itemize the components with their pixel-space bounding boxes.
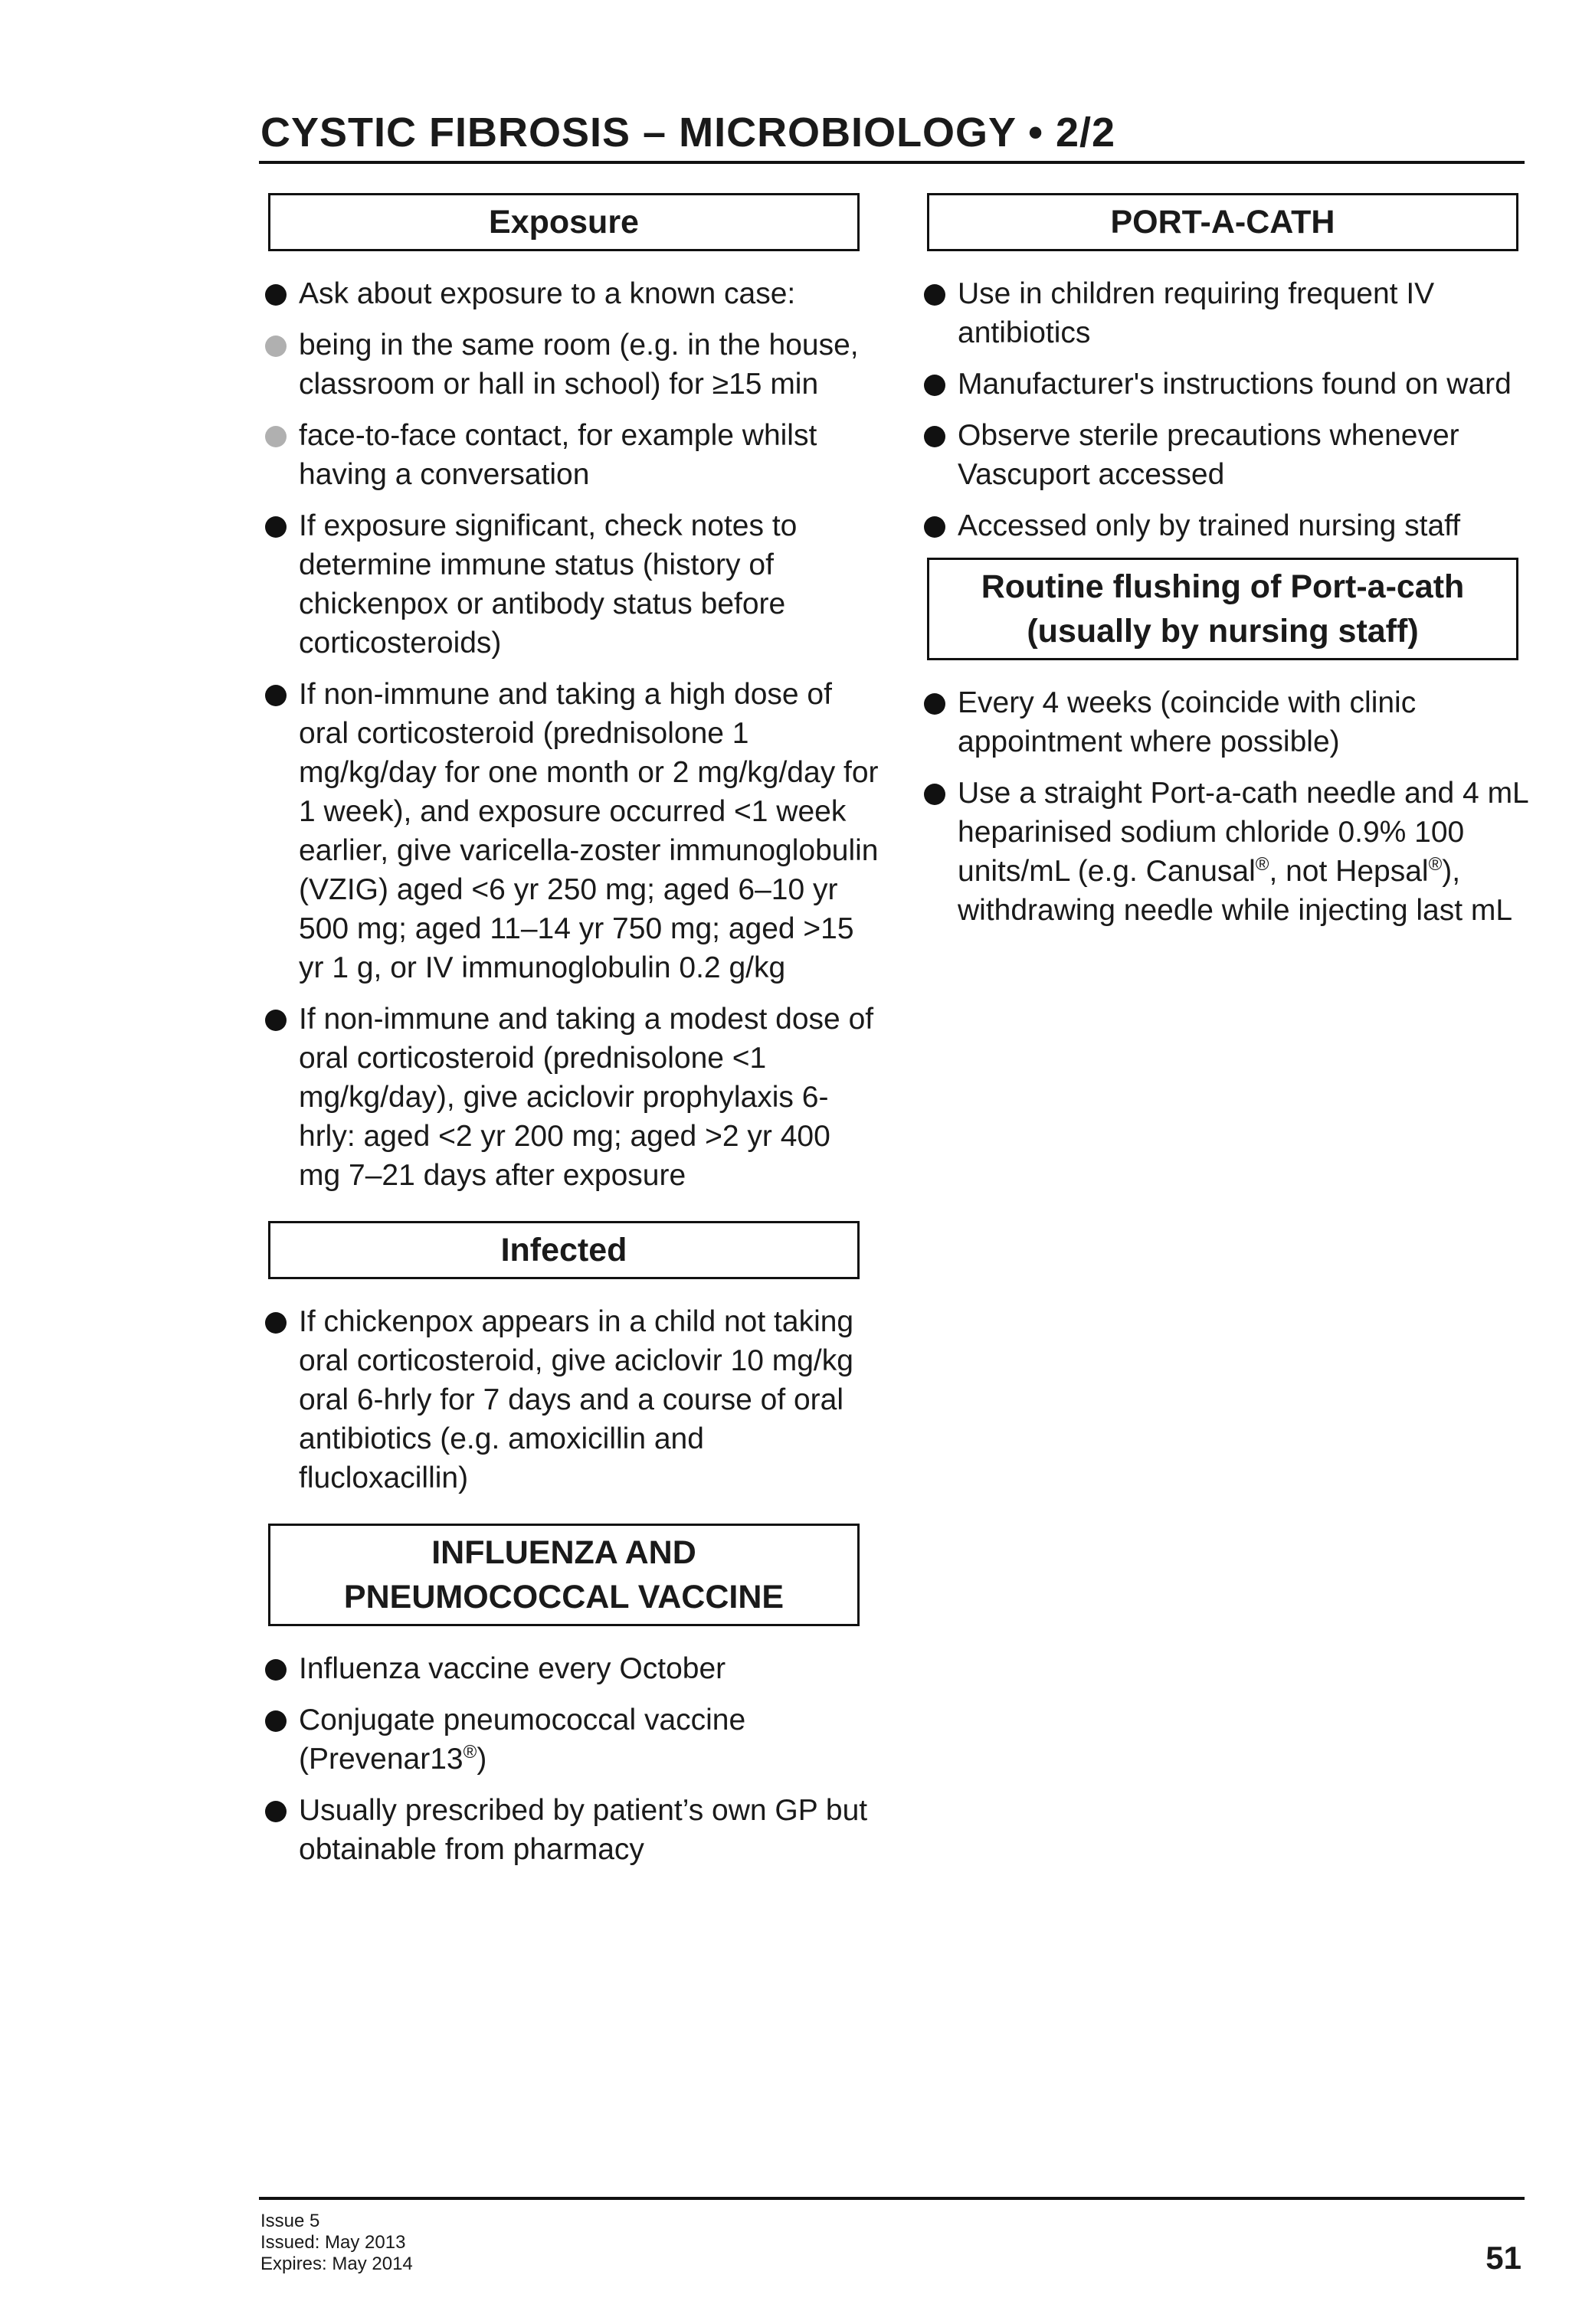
vaccine-heading-line2: PNEUMOCOCCAL VACCINE — [343, 1579, 784, 1615]
bullet-icon — [265, 516, 287, 538]
port-heading-box — [927, 193, 1518, 251]
footer-divider — [259, 2197, 1525, 2200]
flushing-list — [924, 683, 1534, 930]
bullet-icon — [265, 685, 287, 706]
list-item: Manufacturer's instructions found on ward — [924, 365, 1534, 404]
list-item: If non-immune and taking a modest dose of oral corticosteroid (prednisolone <1 mg/kg/day), give aciclovir prophylaxis 6-hrly: aged <2 yr 200 mg; aged >2 yr 400 mg 7–21 days after exposure — [265, 1000, 879, 1195]
flushing-heading-box — [927, 558, 1518, 660]
list-item: Conjugate pneumococcal vaccine (Prevenar13®) — [265, 1700, 879, 1779]
title-divider — [259, 161, 1525, 164]
vaccine-list — [265, 1649, 879, 1869]
bullet-icon — [924, 693, 945, 715]
bullet-icon — [265, 1010, 287, 1031]
exposure-heading-box — [268, 193, 860, 251]
expiry-date: Expires: May 2014 — [260, 2254, 413, 2274]
bullet-icon — [924, 784, 945, 805]
exposure-heading: Exposure — [489, 204, 639, 241]
page-number: 51 — [1485, 2240, 1522, 2276]
right-column — [924, 193, 1534, 942]
bullet-icon — [265, 284, 287, 306]
list-item: Observe sterile precautions whenever Vascuport accessed — [924, 416, 1534, 494]
port-list — [924, 274, 1534, 545]
flushing-heading-line1: Routine flushing of Port-a-cath — [981, 568, 1465, 605]
issued-date: Issued: May 2013 — [260, 2232, 406, 2253]
list-item: Usually prescribed by patient’s own GP but obtainable from pharmacy — [265, 1791, 879, 1869]
page-title: CYSTIC FIBROSIS – MICROBIOLOGY • 2/2 — [260, 110, 1116, 155]
sub-list-item: being in the same room (e.g. in the house, classroom or hall in school) for ≥15 min — [265, 326, 879, 404]
sub-list-item: face-to-face contact, for example whilst having a conversation — [265, 416, 879, 494]
list-item: Use a straight Port-a-cath needle and 4 mL heparinised sodium chloride 0.9% 100 units/mL (e.g. Canusal®, not Hepsal®), withdrawing needle while injecting last mL — [924, 774, 1534, 930]
list-item: Use in children requiring frequent IV antibiotics — [924, 274, 1534, 352]
list-item: Ask about exposure to a known case: — [265, 274, 879, 313]
list-item: Influenza vaccine every October — [265, 1649, 879, 1688]
list-item: If non-immune and taking a high dose of oral corticosteroid (prednisolone 1 mg/kg/day for one month or 2 mg/kg/day for 1 week), and exposure occurred <1 week earlier, give varicella-zoster immunoglobulin (VZIG) aged <6 yr 250 mg; aged 6–10 yr 500 mg; aged 11–14 yr 750 mg; aged >15 yr 1 g, or IV immunoglobulin 0.2 g/kg — [265, 675, 879, 987]
list-item: If chickenpox appears in a child not taking oral corticosteroid, give aciclovir 10 mg/kg oral 6-hrly for 7 days and a course of oral antibiotics (e.g. amoxicillin and flucloxacillin) — [265, 1302, 879, 1498]
flushing-heading-line2: (usually by nursing staff) — [1027, 613, 1419, 650]
sub-bullet-icon — [265, 426, 287, 447]
sub-bullet-icon — [265, 336, 287, 357]
issue-number: Issue 5 — [260, 2211, 320, 2231]
bullet-icon — [924, 375, 945, 396]
bullet-icon — [265, 1312, 287, 1334]
infected-heading: Infected — [500, 1232, 627, 1268]
infected-heading-box — [268, 1221, 860, 1279]
bullet-icon — [265, 1801, 287, 1822]
port-heading: PORT-A-CATH — [1110, 204, 1335, 241]
list-item: Every 4 weeks (coincide with clinic appointment where possible) — [924, 683, 1534, 761]
vaccine-heading-line1: INFLUENZA AND — [431, 1534, 696, 1571]
footer-meta — [260, 2211, 413, 2275]
bullet-icon — [924, 516, 945, 538]
bullet-icon — [924, 426, 945, 447]
bullet-icon — [265, 1710, 287, 1732]
vaccine-heading-box — [268, 1524, 860, 1626]
list-item: Accessed only by trained nursing staff — [924, 506, 1534, 545]
infected-list — [265, 1302, 879, 1498]
bullet-icon — [924, 284, 945, 306]
bullet-icon — [265, 1659, 287, 1681]
exposure-list — [265, 274, 879, 1195]
list-item: If exposure significant, check notes to determine immune status (history of chickenpox or antibody status before corticosteroids) — [265, 506, 879, 663]
left-column — [265, 193, 879, 1881]
